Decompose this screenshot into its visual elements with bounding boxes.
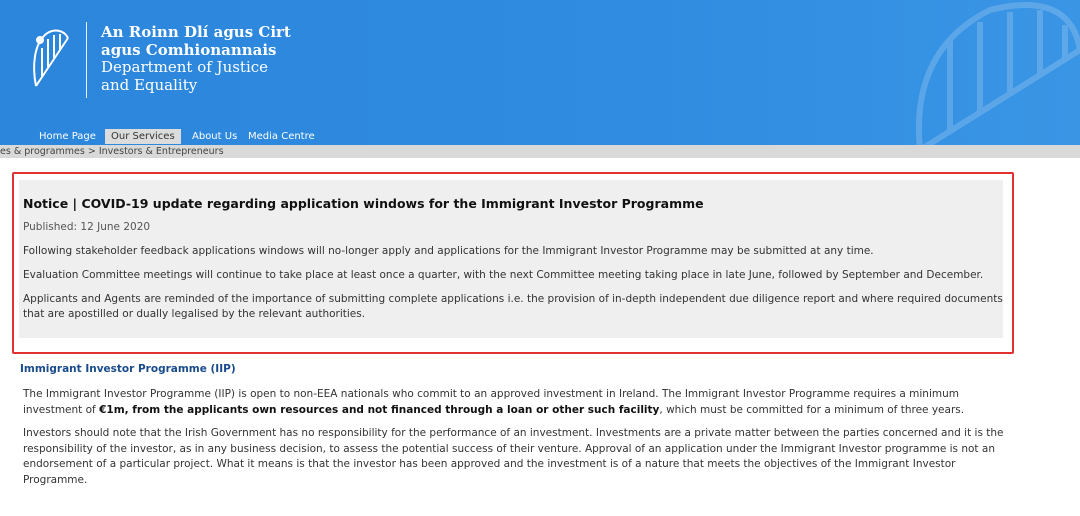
english-name-line1: Department of Justice — [101, 58, 269, 76]
irish-name-line2: agus Comhionannais — [101, 40, 277, 59]
iip-intro-text: The Immigrant Investor Programme (IIP) is open to non-EEA nationals who commit to an approved investment in Ireland. The Immigrant Investor Programme requires a minimum investment of — [23, 388, 959, 416]
nav-about-us[interactable]: About Us — [192, 131, 238, 142]
department-name[interactable] — [101, 24, 291, 94]
main-nav — [0, 128, 1080, 144]
site-header — [0, 0, 1080, 145]
logo-divider — [86, 22, 87, 98]
nav-our-services[interactable]: Our Services — [105, 129, 181, 144]
iip-investment-requirement: €1m, from the applicants own resources and not financed through a loan or other such facility — [99, 403, 660, 416]
breadcrumb-text[interactable]: es & programmes > Investors & Entrepreneurs — [0, 146, 224, 157]
notice-paragraph: Following stakeholder feedback applications windows will no-longer apply and applications for the Immigrant Investor Programme may be submitted at any time. — [23, 245, 874, 257]
notice-title: Notice | COVID-19 update regarding application windows for the Immigrant Investor Programme — [23, 196, 704, 211]
nav-media-centre[interactable]: Media Centre — [248, 131, 315, 142]
english-name-line2: and Equality — [101, 75, 198, 94]
notice-published-date: Published: 12 June 2020 — [23, 221, 151, 233]
nav-home-page[interactable]: Home Page — [39, 131, 96, 142]
iip-disclaimer-paragraph: Investors should note that the Irish Government has no responsibility for the performance of an investment. Investments are a private matter between the parties concerned and it is the responsibility of the investor, as in any business decision, to assess the potential success of their venture. Approval of an application under the Immigrant Investor programme is not an endorsement of a particular project. What it means is that the investor has been approved and the investment is of a nature that meets the objectives of the Immigrant Investor Programme. — [23, 427, 1004, 486]
section-heading-iip: Immigrant Investor Programme (IIP) — [20, 363, 236, 375]
harp-watermark-icon — [880, 0, 1080, 145]
breadcrumb — [0, 145, 1080, 158]
notice-paragraph: Evaluation Committee meetings will continue to take place at least once a quarter, with the next Committee meeting taking place in late June, followed by September and December. — [23, 269, 984, 281]
notice-paragraph: Applicants and Agents are reminded of the importance of submitting complete applications i.e. the provision of in-depth independent due diligence report and where required documents that are apostilled or dually legalised by the relevant authorities. — [23, 293, 1003, 320]
irish-name-line1: An Roinn Dlí agus Cirt — [101, 23, 291, 41]
harp-icon[interactable] — [28, 26, 74, 92]
iip-intro-text-end: , which must be committed for a minimum of three years. — [659, 403, 965, 416]
iip-intro-paragraph — [23, 387, 1008, 418]
